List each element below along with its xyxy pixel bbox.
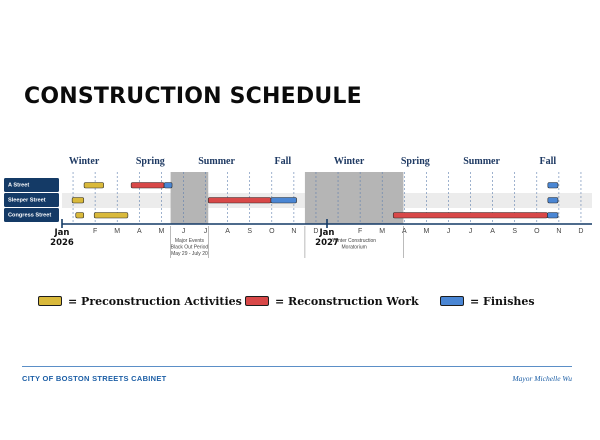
task-bar-preconstruction	[72, 198, 84, 204]
footer-divider	[22, 366, 572, 367]
month-tick-label: J	[468, 228, 473, 235]
month-tick-label: M	[379, 228, 386, 235]
task-bar-reconstruction	[131, 183, 164, 189]
shaded-period-note: Black Out Period	[170, 244, 209, 251]
construction-schedule-chart	[0, 150, 600, 265]
season-label: Winter	[68, 156, 100, 167]
row-label: Congress Street	[8, 212, 52, 219]
month-tick-label: S	[512, 228, 518, 235]
season-label: Fall	[539, 156, 557, 167]
task-bar-preconstruction	[94, 213, 128, 219]
task-bar-preconstruction	[84, 183, 104, 189]
task-bar-preconstruction	[76, 213, 84, 219]
legend-swatch	[38, 296, 62, 306]
month-tick-label: A	[225, 228, 230, 235]
legend-label: = Reconstruction Work	[275, 294, 419, 308]
season-label: Spring	[135, 156, 165, 167]
shaded-period-note: Major Events	[174, 238, 205, 244]
task-bar-finishes	[271, 198, 297, 204]
season-label: Summer	[198, 156, 235, 167]
legend-swatch	[245, 296, 269, 306]
task-bar-finishes	[547, 213, 557, 219]
month-tick-label: A	[490, 228, 495, 235]
month-tick-label: O	[534, 228, 540, 235]
shaded-period	[305, 172, 403, 224]
month-tick-label: F	[92, 228, 98, 235]
year-month-label: Jan	[54, 228, 70, 238]
legend-swatch	[440, 296, 464, 306]
month-tick-label: N	[556, 228, 562, 235]
footer-signature: Mayor Michelle Wu	[512, 374, 572, 383]
season-labels	[69, 156, 556, 167]
month-tick-label: M	[423, 228, 430, 235]
month-tick-label: A	[136, 228, 142, 235]
shaded-period-note: Winter Construction	[332, 238, 377, 244]
task-bar-finishes	[548, 183, 558, 189]
year-label: 2027	[315, 238, 339, 248]
legend-item-finishes	[440, 294, 535, 308]
month-tick-label: S	[247, 228, 253, 235]
month-tick-label: M	[158, 228, 165, 235]
page-title: CONSTRUCTION SCHEDULE	[24, 84, 362, 109]
task-bar-finishes	[164, 183, 172, 189]
task-bar-reconstruction	[208, 198, 271, 204]
legend-label: = Preconstruction Activities	[68, 294, 242, 308]
time-axis	[50, 219, 592, 248]
month-tick-label: N	[291, 228, 297, 235]
year-month-label: Jan	[319, 228, 335, 238]
legend-label: = Finishes	[470, 294, 535, 308]
row-labels	[4, 178, 59, 222]
month-tick-label: A	[401, 228, 407, 235]
task-bar-reconstruction	[393, 213, 547, 219]
year-label: 2026	[50, 238, 74, 248]
season-label: Spring	[400, 156, 430, 167]
month-tick-label: J	[181, 228, 186, 235]
task-bar-finishes	[548, 198, 558, 204]
season-label: Fall	[274, 156, 292, 167]
month-tick-label: J	[203, 228, 208, 235]
shaded-period-note: May 29 - July 20	[171, 251, 208, 257]
footer-organization: CITY OF BOSTON STREETS CABINET	[22, 374, 167, 383]
legend-item-preconstruction	[38, 294, 242, 308]
shaded-period	[171, 172, 209, 224]
month-tick-label: M	[114, 228, 121, 235]
legend-item-reconstruction	[245, 294, 419, 308]
month-tick-label: J	[446, 228, 451, 235]
month-tick-label: D	[313, 228, 319, 235]
month-tick-label: F	[357, 228, 363, 235]
row-label: Sleeper Street	[8, 197, 46, 204]
row-label: A Street	[8, 182, 30, 189]
shaded-period-note: Moratorium	[341, 244, 367, 251]
season-label: Summer	[463, 156, 500, 167]
month-tick-label: O	[269, 228, 275, 235]
month-tick-label: D	[578, 228, 584, 235]
season-label: Winter	[333, 156, 365, 167]
